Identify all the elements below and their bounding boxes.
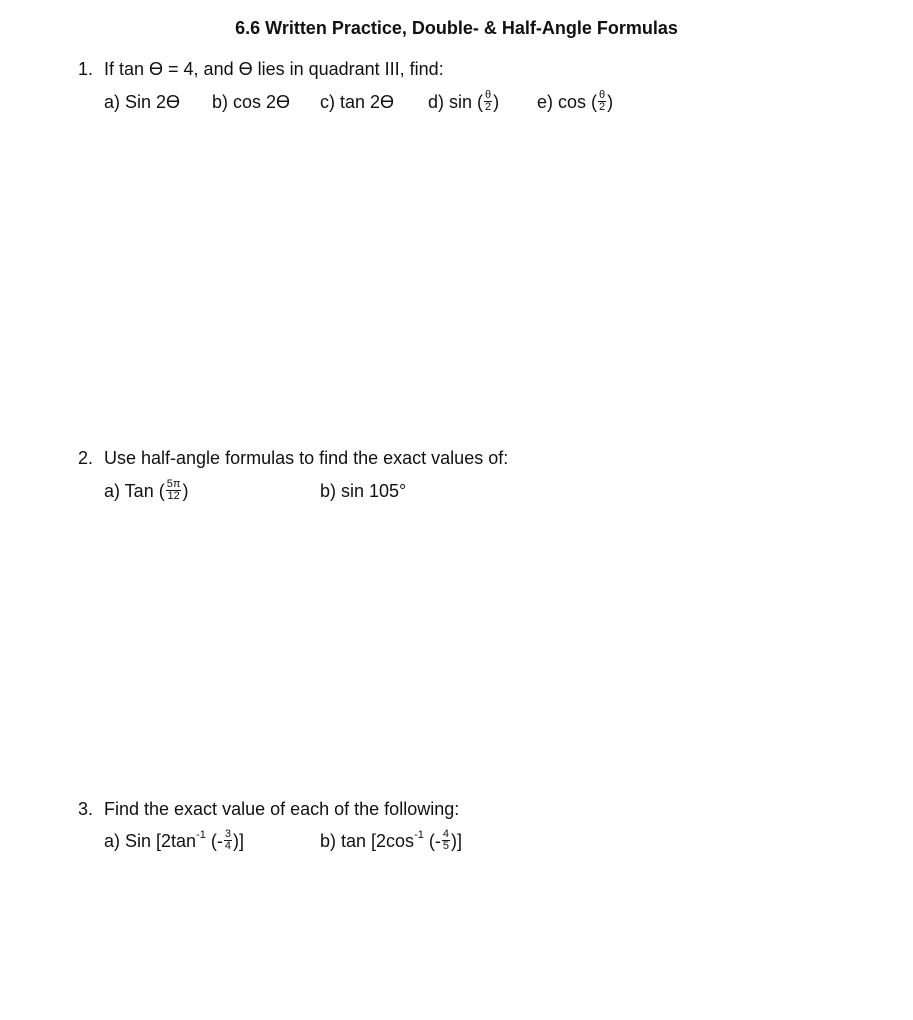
- fraction-numerator: θ: [599, 88, 606, 101]
- paren-negative: (-: [210, 831, 223, 851]
- question-1-part-e-label: e) cos: [537, 92, 587, 112]
- inverse-exponent: -1: [196, 829, 206, 841]
- question-3-number: 3.: [78, 799, 94, 819]
- fraction-denominator: 2: [599, 100, 606, 113]
- paren-negative: (-: [428, 831, 441, 851]
- closing-brackets: )]: [232, 831, 244, 851]
- fraction-numerator: θ: [485, 88, 492, 101]
- question-3-prompt: Find the exact value of each of the following:: [104, 799, 460, 819]
- five-pi-over-12-fraction: [166, 479, 182, 502]
- question-1-prompt: If tan ϴ = 4, and ϴ lies in quadrant III, find:: [104, 59, 444, 79]
- question-1-part-c: c) tan 2ϴ: [320, 92, 395, 112]
- question-2-part-b: b) sin 105°: [320, 481, 407, 501]
- question-2-part-a: a) Tan ( $\frac{5\pi}{12}$ ): [104, 477, 189, 502]
- fraction-denominator: 4: [224, 839, 231, 852]
- question-3-part-a: [104, 827, 244, 854]
- question-3: [78, 798, 459, 820]
- inverse-exponent: -1: [414, 829, 424, 841]
- question-2-prompt: Use half-angle formulas to find the exact values of:: [104, 448, 509, 468]
- question-3-part-b-label: b) tan [2cos: [320, 831, 415, 851]
- theta-over-2-fraction: [484, 90, 492, 113]
- page-title: 6.6 Written Practice, Double- & Half-Angle Formulas: [235, 18, 678, 38]
- question-1-part-d: d) sin ( $\frac{\theta}{2}$ ): [428, 88, 500, 113]
- question-3-part-a-label: a) Sin [2tan: [104, 831, 197, 851]
- fraction-denominator: 12: [167, 489, 180, 502]
- fraction-numerator: 5π: [166, 477, 181, 490]
- question-2-number: 2.: [78, 448, 94, 468]
- closing-brackets: )]: [450, 831, 462, 851]
- three-fourths-fraction: [224, 829, 232, 852]
- question-1-part-e: e) cos ( $\frac{\theta}{2}$ ): [537, 88, 614, 113]
- question-3-part-b: [320, 827, 462, 854]
- fraction-numerator: 3: [224, 827, 231, 840]
- question-1-part-b: b) cos 2ϴ: [212, 92, 291, 112]
- question-1-part-a: a) Sin 2ϴ: [104, 92, 181, 112]
- fraction-denominator: 5: [442, 839, 449, 852]
- question-2-part-a-label: a) Tan: [104, 481, 154, 501]
- fraction-numerator: 4: [442, 827, 449, 840]
- fraction-denominator: 2: [485, 100, 492, 113]
- question-1: [78, 58, 444, 80]
- question-2: [78, 447, 508, 469]
- question-1-number: 1.: [78, 59, 94, 79]
- four-fifths-fraction: [442, 829, 450, 852]
- theta-over-2-fraction: [598, 90, 606, 113]
- question-1-part-d-label: d) sin: [428, 92, 473, 112]
